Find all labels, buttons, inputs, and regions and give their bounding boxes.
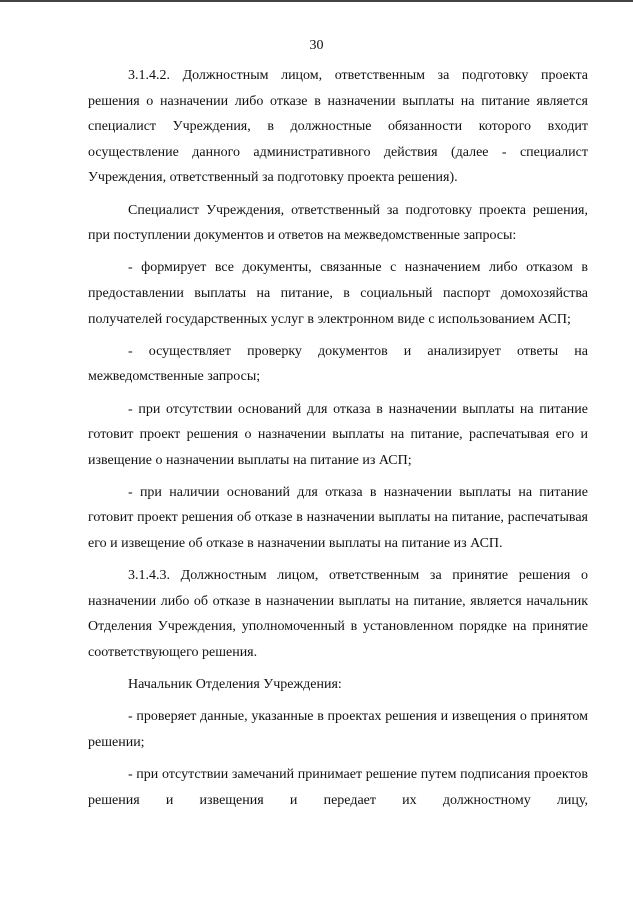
paragraph-head-of-department: Начальник Отделения Учреждения: xyxy=(128,677,342,693)
paragraph-3-1-4-3: 3.1.4.3. Должностным лицом, ответственным за принятие решения о назначении либо об отказе в назначении выплаты на питание, является начальник Отделения Учреждения, уполномоченный в установленном порядке на принятие соответствующего решения. xyxy=(88,568,588,661)
document-body xyxy=(88,63,588,820)
list-item-signs-decision: - при отсутствии замечаний принимает решение путем подписания проектов решения и извещения и передает их должностному лицу, xyxy=(88,767,588,808)
scan-top-edge xyxy=(0,0,633,2)
list-item-refusal-grounds: - при наличии оснований для отказа в назначении выплаты на питание готовит проект решения об отказе в назначении выплаты на питание, распечатывая его и извещение об отказе в назначении выплаты на питание из АСП. xyxy=(88,484,588,552)
page-number: 30 xyxy=(309,38,324,53)
list-item-forms-documents: - формирует все документы, связанные с назначением либо отказом в предоставлении выплаты на питание, в социальный паспорт домохозяйства получателей государственных услуг в электронном виде с использованием АСП; xyxy=(88,260,588,327)
list-item-no-refusal-grounds: - при отсутствии оснований для отказа в назначении выплаты на питание готовит проект решения о назначении выплаты на питание, распечатывая его и извещение о назначении выплаты на питание из АСП; xyxy=(88,401,588,468)
list-item-verifies-data: - проверяет данные, указанные в проектах решения и извещения о принятом решении; xyxy=(88,709,588,750)
paragraph-3-1-4-2: 3.1.4.2. Должностным лицом, ответственным за подготовку проекта решения о назначении либо отказе в назначении выплаты на питание является специалист Учреждения, в должностные обязанности которого входит осуществление данного административного действия (далее - специалист Учреждения, ответственный за подготовку проекта решения). xyxy=(88,68,588,186)
paragraph-specialist-intro: Специалист Учреждения, ответственный за подготовку проекта решения, при поступлении документов и ответов на межведомственные запросы: xyxy=(88,202,588,244)
list-item-checks-documents: - осуществляет проверку документов и анализирует ответы на межведомственные запросы; xyxy=(88,343,588,385)
